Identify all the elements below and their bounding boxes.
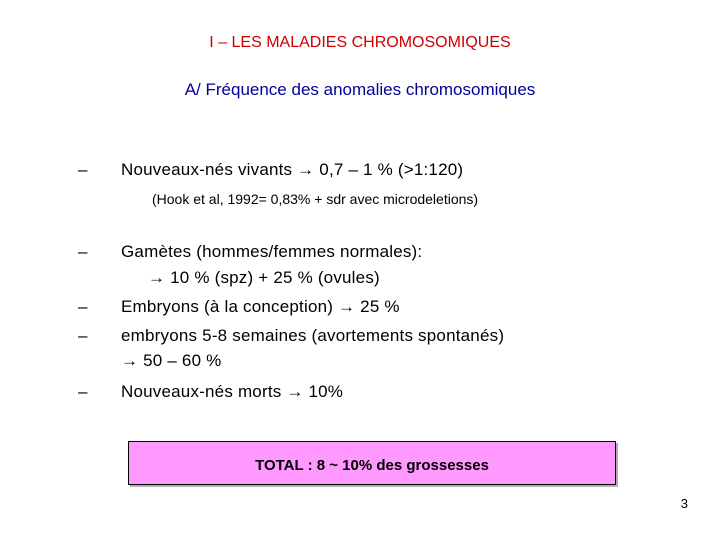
bullet-dash: – [78,326,88,345]
bullet-dash: – [78,382,88,401]
page-number: 3 [680,496,688,511]
bullet-embryos-conception: Embryons (à la conception) → 25 % [121,297,400,316]
citation-hook: (Hook et al, 1992= 0,83% + sdr avec microdeletions) [152,191,479,207]
gametes-detail: → 10 % (spz) + 25 % (ovules) [148,268,380,287]
slide-subtitle: A/ Fréquence des anomalies chromosomiques [184,80,536,99]
bullet-live-births: Nouveaux-nés vivants → 0,7 – 1 % (>1:120) [121,160,464,179]
bullet-dash: – [78,160,88,179]
bullet-stillbirths: Nouveaux-nés morts → 10% [121,382,344,401]
slide-title: I – LES MALADIES CHROMOSOMIQUES [209,34,511,51]
total-box [128,441,616,485]
bullet-dash: – [78,297,88,316]
bullet-dash: – [78,242,88,261]
bullet-embryos-5-8-weeks: embryons 5-8 semaines (avortements spontanés) [121,326,505,345]
bullet-gametes: Gamètes (hommes/femmes normales): [121,242,423,261]
embryos-detail: → 50 – 60 % [121,351,222,370]
total-text: TOTAL : 8 ~ 10% des grossesses [255,457,489,474]
